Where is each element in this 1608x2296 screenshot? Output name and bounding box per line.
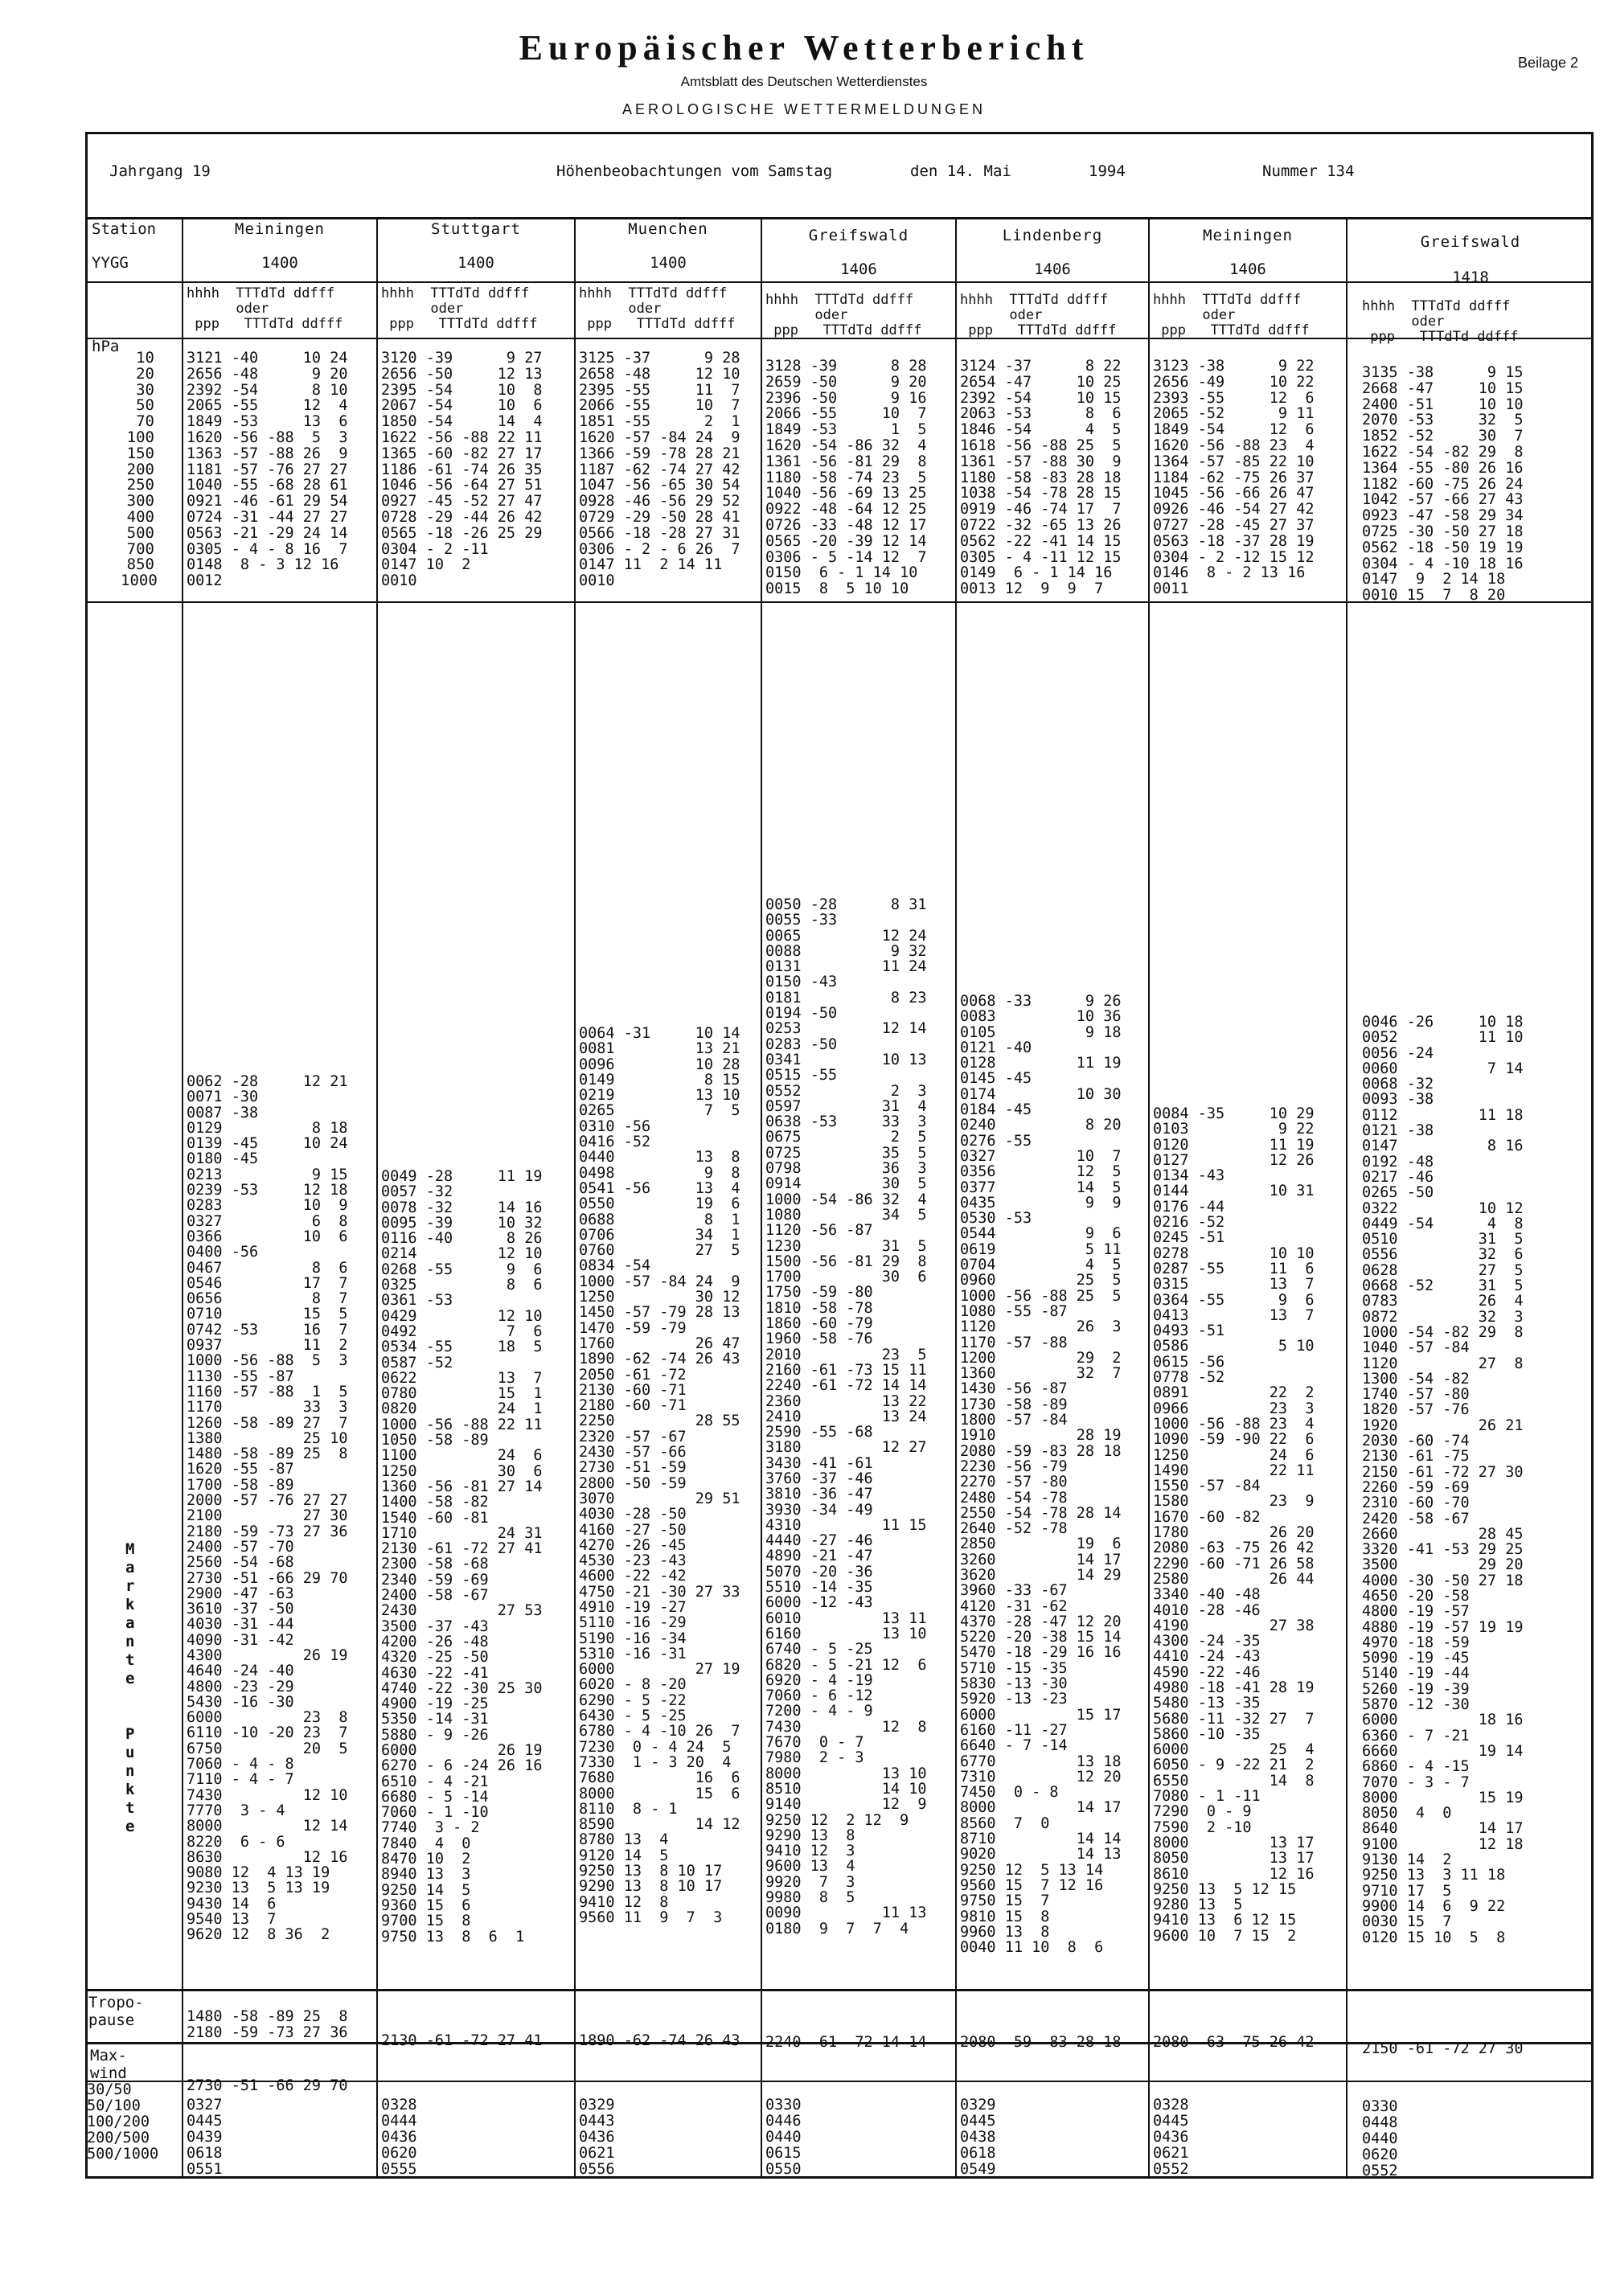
tropopause-block: 2150 -61 -72 27 30	[1362, 2040, 1524, 2057]
tropopause-block: 2130 -61 -72 27 41	[381, 2032, 543, 2049]
tropopause-block: 2240 -61 -72 14 14	[765, 2033, 927, 2051]
significant-points-block: 0049 -28 11 19 0057 -32 0078 -32 14 16 0095 -39 10 32 0116 -40 8 26 0214 12 10 0268 -55 9 6 0325 8 6 0361 -53 0429 12 10 0492 7 6 0534 -55 18 5 0587 -52 0622 13 7 0780 15 1 0820 24 1 1000 -56 -88 22 11 1050 -58 -89 1100 24 6 1250 30 6 1360 -56 -81 27 14 1400 -58 -82 1540 -60 -81 1710 24 31 2130 -61 -72 27 41 2300 -58 -68 2340 -59 -69 2400 -58 -67 2430 27 53 3500 -37 -43 4200 -26 -48 4320 -25 -50 4630 -22 -41 4740 -22 -30 25 30 4900 -19 -25 5350 -14 -31 5880 - 9 -26 6000 26 19 6270 - 6 -24 26 16 6510 - 4 -21 6680 - 5 -14 7060 - 1 -10 7740 3 - 2 7840 4 0 8470 10 2 8940 13 3 9250 14 5 9360 15 6 9700 15 8 9750 13 8 6 1	[381, 1168, 543, 1945]
tropopause-block: 2080 -59 -83 28 18	[960, 2033, 1122, 2051]
column-header: hhhh TTTdTd ddfff oder ppp TTTdTd ddfff	[960, 292, 1117, 338]
station-time: 1400	[457, 254, 494, 272]
page-subtitle: Amtsblatt des Deutschen Wetterdienstes	[680, 74, 928, 89]
station-name: Lindenberg	[1002, 227, 1103, 244]
label-tropopause: Tropo- pause	[88, 1994, 144, 2029]
rule-col-1	[376, 219, 378, 2179]
label-yygg: YYGG	[92, 254, 129, 272]
tropopause-block: 1480 -58 -89 25 8 2180 -59 -73 27 36	[187, 2007, 348, 2041]
label-markante-punkte: M a r k a n t e P u n k t e	[125, 1540, 135, 1835]
significant-points-block: 0084 -35 10 29 0103 9 22 0120 11 19 0127 12 26 0134 -43 0144 10 31 0176 -44 0216 -52 0245 -51 0278 10 10 0287 -55 11 6 0315 13 7 0364 -55 9 6 0413 13 7 0493 -51 0586 5 10 0615 -56 0778 -52 0891 22 2 0966 23 3 1000 -56 -88 23 4 1090 -59 -90 22 6 1250 24 6 1490 22 11 1550 -57 -84 1580 23 9 1670 -60 -82 1780 26 20 2080 -63 -75 26 42 2290 -60 -71 26 58 2580 26 44 3340 -40 -48 4010 -28 -46 4190 27 38 4300 -24 -35 4410 -24 -43 4590 -22 -46 4980 -18 -41 28 19 5480 -13 -35 5680 -11 -32 27 7 5860 -10 -35 6000 25 4 6050 - 9 -22 21 2 6550 14 8 7080 - 1 -11 7290 0 - 9 7590 2 -10 8000 13 17 8050 13 17 8610 12 16 9250 13 5 12 15 9280 13 5 9410 13 6 12 15 9600 10 7 15 2	[1153, 1105, 1315, 1945]
station-name: Muenchen	[628, 220, 708, 238]
layer-thickness-block: 0328 0445 0436 0621 0552	[1153, 2096, 1189, 2178]
standard-levels-block: 3120 -39 9 27 2656 -50 12 13 2395 -54 10 8 2067 -54 10 6 1850 -54 14 4 1622 -56 -88 22 11 1365 -60 -82 27 17 1186 -61 -74 26 35 1046 -56 -64 27 51 0927 -45 -52 27 47 0728 -29 -44 26 42 0565 -18 -26 25 29 0304 - 2 -11 0147 10 2 0010	[381, 350, 543, 590]
column-header: hhhh TTTdTd ddfff oder ppp TTTdTd ddfff	[579, 285, 736, 332]
standard-levels-block: 3123 -38 9 22 2656 -49 10 22 2393 -55 12 6 2065 -52 9 11 1849 -54 12 6 1620 -56 -88 23 4 1364 -57 -85 22 10 1184 -62 -75 26 37 1045 -56 -66 26 47 0926 -46 -54 27 42 0727 -28 -45 27 37 0563 -18 -37 28 19 0304 - 2 -12 15 12 0146 8 - 2 13 16 0011	[1153, 358, 1315, 598]
rule-info-bottom	[85, 217, 1594, 219]
column-header: hhhh TTTdTd ddfff oder ppp TTTdTd ddfff	[765, 292, 922, 338]
rule-label-column	[182, 219, 183, 2179]
station-name: Stuttgart	[431, 220, 521, 238]
page-title: Europäischer Wetterbericht	[519, 28, 1089, 68]
station-name: Meiningen	[1203, 227, 1293, 244]
label-maxwind: Max- wind	[90, 2047, 127, 2082]
layer-thickness-block: 0327 0445 0439 0618 0551	[187, 2096, 223, 2178]
info-date: den 14. Mai	[910, 162, 1011, 180]
significant-points-block: 0062 -28 12 21 0071 -30 0087 -38 0129 8 18 0139 -45 10 24 0180 -45 0213 9 15 0239 -53 12 18 0283 10 9 0327 6 8 0366 10 6 0400 -56 0467 8 6 0546 17 7 0656 8 7 0710 15 5 0742 -53 16 7 0937 11 2 1000 -56 -88 5 3 1130 -55 -87 1160 -57 -88 1 5 1170 33 3 1260 -58 -89 27 7 1380 25 10 1480 -58 -89 25 8 1620 -55 -87 1700 -58 -89 2000 -57 -76 27 27 2100 27 30 2180 -59 -73 27 36 2400 -57 -70 2560 -54 -68 2730 -51 -66 29 70 2900 -47 -63 3610 -37 -50 4030 -31 -44 4090 -31 -42 4300 26 19 4640 -24 -40 4800 -23 -29 5430 -16 -30 6000 23 8 6110 -10 -20 23 7 6750 20 5 7060 - 4 - 8 7110 - 4 - 7 7430 12 10 7770 3 - 4 8000 12 14 8220 6 - 6 8630 12 16 9080 12 4 13 19 9230 13 5 13 19 9430 14 6 9540 13 7 9620 12 8 36 2	[187, 1073, 348, 1944]
label-pressure-levels: 10 20 30 50 70 100 150 200 250 300 400 500 700 850 1000	[121, 349, 158, 590]
layer-thickness-block: 0329 0443 0436 0621 0556	[579, 2096, 615, 2178]
maxwind-block: 2730 -51 -66 29 70	[187, 2077, 348, 2094]
rule-col-4	[955, 219, 957, 2179]
standard-levels-block: 3121 -40 10 24 2656 -48 9 20 2392 -54 8 10 2065 -55 12 4 1849 -53 13 6 1620 -56 -88 5 3 1363 -57 -88 26 9 1181 -57 -76 27 27 1040 -55 -68 28 61 0921 -46 -61 29 54 0724 -31 -44 27 27 0563 -21 -29 24 14 0305 - 4 - 8 16 7 0148 8 - 3 12 16 0012	[187, 350, 348, 590]
rule-col-5	[1148, 219, 1150, 2179]
rule-col-6	[1346, 219, 1348, 2179]
layer-thickness-block: 0330 0448 0440 0620 0552	[1362, 2097, 1398, 2179]
layer-thickness-block: 0328 0444 0436 0620 0555	[381, 2096, 417, 2178]
station-name: Greifswald	[808, 227, 909, 244]
significant-points-block: 0046 -26 10 18 0052 11 10 0056 -24 0060 7 14 0068 -32 0093 -38 0112 11 18 0121 -38 0147 8 16 0192 -48 0217 -46 0265 -50 0322 10 12 0449 -54 4 8 0510 31 5 0556 32 6 0628 27 5 0668 -52 31 5 0783 26 4 0872 32 3 1000 -54 -82 29 8 1040 -57 -84 1120 27 8 1300 -54 -82 1740 -57 -80 1820 -57 -76 1920 26 21 2030 -60 -74 2130 -61 -75 2150 -61 -72 27 30 2260 -59 -69 2310 -60 -70 2420 -58 -67 2660 28 45 3320 -41 -53 29 25 3500 29 20 4000 -30 -50 27 18 4650 -20 -58 4800 -19 -57 4880 -19 -57 19 19 4970 -18 -59 5090 -19 -45 5140 -19 -44 5260 -19 -39 5870 -12 -30 6000 18 16 6360 - 7 -21 6660 19 14 6860 - 4 -15 7070 - 3 - 7 8000 15 19 8050 4 0 8640 14 17 9100 12 18 9130 14 2 9250 13 3 11 18 9710 17 5 9900 14 6 9 22 0030 15 7 0120 15 10 5 8	[1362, 1014, 1524, 1946]
info-number: Nummer 134	[1262, 162, 1355, 180]
station-time: 1400	[261, 254, 298, 272]
station-time: 1406	[840, 260, 877, 278]
label-hpa: hPa	[92, 338, 120, 355]
label-layers: 30/50 50/100 100/200 200/500 500/1000	[87, 2081, 159, 2163]
station-name: Meiningen	[235, 220, 325, 238]
info-jahrgang: Jahrgang 19	[109, 162, 211, 180]
station-time: 1418	[1452, 269, 1489, 286]
supplement-label: Beilage 2	[1518, 55, 1579, 71]
column-header: hhhh TTTdTd ddfff oder ppp TTTdTd ddfff	[381, 285, 538, 332]
significant-points-block: 0050 -28 8 31 0055 -33 0065 12 24 0088 9 32 0131 11 24 0150 -43 0181 8 23 0194 -50 0253 12 14 0283 -50 0341 10 13 0515 -55 0552 2 3 0597 31 4 0638 -53 33 3 0675 2 5 0725 35 5 0798 36 3 0914 30 5 1000 -54 -86 32 4 1080 34 5 1120 -56 -87 1230 31 5 1500 -56 -81 29 8 1700 30 6 1750 -59 -80 1810 -58 -78 1860 -60 -79 1960 -58 -76 2010 23 5 2160 -61 -73 15 11 2240 -61 -72 14 14 2360 13 22 2410 13 24 2590 -55 -68 3180 12 27 3430 -41 -61 3760 -37 -46 3810 -36 -47 3930 -34 -49 4310 11 15 4440 -27 -46 4890 -21 -47 5070 -20 -36 5510 -14 -35 6000 -12 -43 6010 13 11 6160 13 10 6740 - 5 -25 6820 - 5 -21 12 6 6920 - 4 -19 7060 - 6 -12 7200 - 4 - 9 7430 12 8 7670 0 - 7 7980 2 - 3 8000 13 10 8510 14 10 9140 12 9 9250 12 2 12 9 9290 13 8 9410 12 3 9600 13 4 9920 7 3 9980 8 5 0090 11 13 0180 9 7 7 4	[765, 896, 927, 1937]
station-time: 1406	[1229, 260, 1266, 278]
layer-thickness-block: 0329 0445 0438 0618 0549	[960, 2096, 996, 2178]
standard-levels-block: 3128 -39 8 28 2659 -50 9 20 2396 -50 9 16 2066 -55 10 7 1849 -53 1 5 1620 -54 -86 32 4 1361 -56 -81 29 8 1180 -58 -74 23 5 1040 -56 -69 13 25 0922 -48 -64 12 25 0726 -33 -48 12 17 0565 -20 -39 12 14 0306 - 5 -14 12 7 0150 6 - 1 14 10 0015 8 5 10 10	[765, 358, 927, 598]
rule-col-3	[761, 219, 762, 2179]
station-time: 1400	[650, 254, 687, 272]
station-time: 1406	[1034, 260, 1071, 278]
info-year: 1994	[1089, 162, 1126, 180]
significant-points-block: 0068 -33 9 26 0083 10 36 0105 9 18 0121 -40 0128 11 19 0145 -45 0174 10 30 0184 -45 0240 8 20 0276 -55 0327 10 7 0356 12 5 0377 14 5 0435 9 9 0530 -53 0544 9 6 0619 5 11 0704 4 5 0960 25 5 1000 -56 -88 25 5 1080 -55 -87 1120 26 3 1170 -57 -88 1200 29 2 1360 32 7 1430 -56 -87 1730 -58 -89 1800 -57 -84 1910 28 19 2080 -59 -83 28 18 2230 -56 -79 2270 -57 -80 2480 -54 -78 2550 -54 -78 28 14 2640 -52 -78 2850 19 6 3260 14 17 3620 14 29 3960 -33 -67 4120 -31 -62 4370 -28 -47 12 20 5220 -20 -38 15 14 5470 -18 -29 16 16 5710 -15 -35 5830 -13 -30 5920 -13 -23 6000 15 17 6160 -11 -27 6640 - 7 -14 6770 13 18 7310 12 20 7450 0 - 8 8000 14 17 8560 7 0 8710 14 14 9020 14 13 9250 12 5 13 14 9560 15 7 12 16 9750 15 7 9810 15 8 9960 13 8 0040 11 10 8 6	[960, 993, 1122, 1957]
significant-points-block: 0064 -31 10 14 0081 13 21 0096 10 28 0149 8 15 0219 13 10 0265 7 5 0310 -56 0416 -52 0440 13 8 0498 9 8 0541 -56 13 4 0550 19 6 0688 8 1 0706 34 1 0760 27 5 0834 -54 1000 -57 -84 24 9 1250 30 12 1450 -57 -79 28 13 1470 -59 -79 1760 26 47 1890 -62 -74 26 43 2050 -61 -72 2130 -60 -71 2180 -60 -71 2250 28 55 2320 -57 -67 2430 -57 -66 2730 -51 -59 2800 -50 -59 3070 29 51 4030 -28 -50 4160 -27 -50 4270 -26 -45 4530 -23 -43 4600 -22 -42 4750 -21 -30 27 33 4910 -19 -27 5110 -16 -29 5190 -16 -34 5310 -16 -31 6000 27 19 6020 - 8 -20 6290 - 5 -22 6430 - 5 -25 6780 - 4 -10 26 7 7230 0 - 4 24 5 7330 1 - 3 20 4 7680 16 6 8000 15 6 8110 8 - 1 8590 14 12 8780 13 4 9120 14 5 9250 13 8 10 17 9290 13 8 10 17 9410 12 8 9560 11 9 7 3	[579, 1025, 740, 1926]
tropopause-block: 1890 -62 -74 26 43	[579, 2032, 740, 2049]
tropopause-block: 2080 -63 -75 26 42	[1153, 2033, 1315, 2051]
standard-levels-block: 3124 -37 8 22 2654 -47 10 25 2392 -54 10 15 2063 -53 8 6 1846 -54 4 5 1618 -56 -88 25 5 1361 -57 -88 30 9 1180 -58 -83 28 18 1038 -54 -78 28 15 0919 -46 -74 17 7 0722 -32 -65 13 26 0562 -22 -41 14 15 0305 - 4 -11 12 15 0149 6 - 1 14 16 0013 12 9 9 7	[960, 358, 1122, 598]
label-station: Station	[92, 220, 157, 238]
standard-levels-block: 3125 -37 9 28 2658 -48 12 10 2395 -55 11 7 2066 -55 10 7 1851 -55 2 1 1620 -57 -84 24 9 1366 -59 -78 28 21 1187 -62 -74 27 42 1047 -56 -65 30 54 0928 -46 -56 29 52 0729 -29 -50 28 41 0566 -18 -28 27 31 0306 - 2 - 6 26 7 0147 11 2 14 11 0010	[579, 350, 740, 590]
header	[0, 0, 1608, 129]
station-name: Greifswald	[1420, 233, 1521, 251]
standard-levels-block: 3135 -38 9 15 2668 -47 10 15 2400 -51 10 10 2070 -53 32 5 1852 -52 30 7 1622 -54 -82 29 8 1364 -55 -80 26 16 1182 -60 -75 26 24 1042 -57 -66 27 43 0923 -47 -58 29 34 0725 -30 -50 27 18 0562 -18 -50 19 19 0304 - 4 -10 18 16 0147 9 2 14 18 0010 15 7 8 20	[1362, 364, 1524, 605]
column-header: hhhh TTTdTd ddfff oder ppp TTTdTd ddfff	[1153, 292, 1310, 338]
column-header: hhhh TTTdTd ddfff oder ppp TTTdTd ddfff	[187, 285, 343, 332]
rule-significant-bottom	[85, 1989, 1594, 1991]
layer-thickness-block: 0330 0446 0440 0615 0550	[765, 2096, 802, 2178]
info-observation: Höhenbeobachtungen vom Samstag	[556, 162, 833, 180]
section-title: AEROLOGISCHE WETTERMELDUNGEN	[621, 101, 987, 117]
rule-col-2	[574, 219, 576, 2179]
column-header: hhhh TTTdTd ddfff oder ppp TTTdTd ddfff	[1362, 298, 1519, 345]
